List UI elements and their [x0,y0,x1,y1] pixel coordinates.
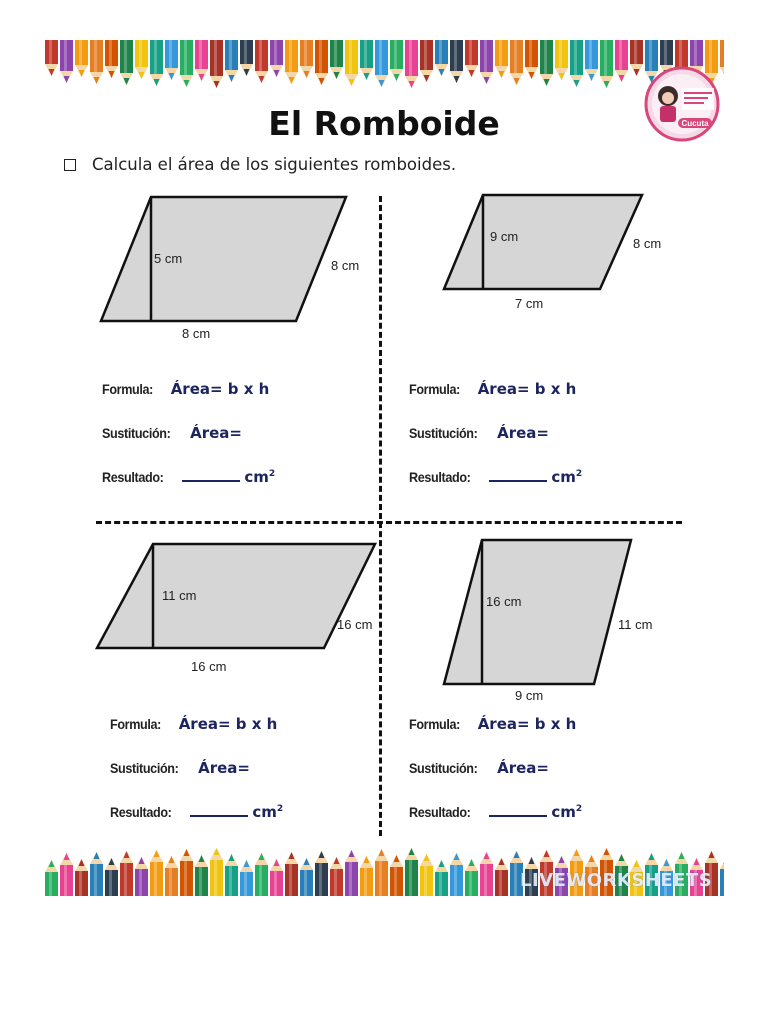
pencil-icon [420,40,433,82]
rhomboid-figure-3 [90,536,390,681]
pencil-icon [150,850,163,896]
unit-label: $cm^2$ [244,468,276,486]
formula-value: Área= b x h [477,715,577,733]
pencil-icon [435,40,448,76]
figure-1-side: 8 cm [331,258,360,273]
logo-label: Cucuta [681,119,709,128]
page-title: El Romboide [268,104,500,143]
instruction [64,155,456,174]
pencil-icon [525,40,538,79]
pencil-icon [195,40,208,81]
pencil-icon [495,858,508,896]
figure-4-base: 9 cm [515,688,544,703]
unit-label: $cm^2$ [551,803,583,821]
pencil-icon [540,40,553,86]
sustitucion-value: Área= [497,424,549,442]
pencil-icon [270,40,283,77]
pencil-icon [390,855,403,896]
pencil-icon [330,857,343,896]
pencil-icon [315,40,328,85]
pencil-icon [600,40,613,88]
rhomboid-figure-4 [440,534,680,706]
pencil-icon [45,40,58,76]
figure-1-base: 8 cm [182,326,211,341]
pencil-icon [75,859,88,896]
pencil-icon [585,40,598,81]
pencil-icon [375,849,388,896]
pencil-icon [150,40,163,86]
figure-4-side: 11 cm [618,617,653,632]
pencil-icon [45,860,58,896]
pencil-icon [135,40,148,79]
pencil-icon [270,859,283,896]
formula-label: Formula: [110,716,162,732]
pencil-icon [135,857,148,896]
pencil-icon [375,40,388,87]
pencil-icon [360,856,373,896]
pencil-icon [720,857,724,896]
pencil-icon [210,848,223,896]
pencil-icon [225,40,238,82]
figure-1-height: 5 cm [154,251,183,266]
liveworksheets-watermark: LIVEWORKSHEETS [520,870,713,891]
sustitucion-label: Sustitución: [102,425,171,441]
pencil-icon [240,40,253,76]
pencil-border-top [44,40,724,94]
pencil-icon [165,40,178,80]
resultado-label: Resultado: [409,804,471,820]
pencil-icon [225,854,238,896]
resultado-label: Resultado: [102,469,164,485]
pencil-icon [390,40,403,81]
pencil-icon [405,848,418,896]
answer-blank[interactable] [489,803,547,817]
pencil-icon [480,852,493,896]
pencil-icon [615,40,628,82]
sustitucion-value: Área= [497,759,549,777]
answer-blank[interactable] [182,468,240,482]
figure-2-base: 7 cm [515,296,544,311]
pencil-icon [255,40,268,83]
pencil-icon [495,40,508,78]
formula-value: Área= b x h [170,380,270,398]
pencil-icon [285,852,298,896]
pencil-icon [570,40,583,87]
horizontal-divider [96,521,682,524]
rhomboid-figure-1 [96,190,366,350]
pencil-icon [435,860,448,896]
formula-label: Formula: [409,381,461,397]
pencil-icon [405,40,418,88]
figure-2-side: 8 cm [633,236,662,251]
formula-value: Área= b x h [477,380,577,398]
pencil-icon [330,40,343,79]
pencil-icon [90,40,103,84]
answer-blank[interactable] [489,468,547,482]
unit-label: $cm^2$ [551,468,583,486]
pencil-icon [105,40,118,78]
rhomboid-figure-2 [440,190,680,320]
figure-4-height: 16 cm [486,594,522,609]
formula-label: Formula: [409,716,461,732]
unit-label: $cm^2$ [252,803,284,821]
pencil-icon [75,40,88,77]
formula-value: Área= b x h [178,715,278,733]
pencil-icon [60,853,73,896]
figure-3-side: 16 cm [337,617,373,632]
pencil-icon [345,40,358,86]
pencil-icon [105,858,118,896]
pencil-icon [120,40,133,85]
pencil-icon [510,40,523,85]
pencil-icon [360,40,373,80]
pencil-icon [315,851,328,896]
figure-3-base: 16 cm [191,659,227,674]
sustitucion-value: Área= [198,759,250,777]
pencil-icon [465,859,478,896]
pencil-icon [420,854,433,896]
pencil-icon [180,849,193,896]
pencil-icon [300,40,313,78]
pencil-icon [450,40,463,83]
pencil-icon [480,40,493,84]
pencil-icon [90,852,103,896]
pencil-icon [195,855,208,896]
pencil-icon [255,853,268,896]
sustitucion-label: Sustitución: [409,425,478,441]
answer-blank[interactable] [190,803,248,817]
sustitucion-label: Sustitución: [409,760,478,776]
pencil-icon [465,40,478,77]
figure-3-height: 11 cm [162,588,197,603]
pencil-icon [165,856,178,896]
pencil-icon [240,860,253,896]
formula-label: Formula: [102,381,154,397]
pencil-icon [210,40,223,88]
pencil-icon [555,40,568,80]
pencil-icon [450,853,463,896]
pencil-icon [180,40,193,87]
checkbox-icon [64,159,76,171]
instruction-text: Calcula el área de los siguientes romboides. [92,155,457,174]
sustitucion-value: Área= [190,424,242,442]
pencil-icon [120,851,133,896]
pencil-icon [285,40,298,84]
figure-2-height: 9 cm [490,229,519,244]
pencil-icon [300,858,313,896]
sustitucion-label: Sustitución: [110,760,179,776]
resultado-label: Resultado: [110,804,172,820]
resultado-label: Resultado: [409,469,471,485]
vertical-divider [379,196,382,836]
pencil-icon [345,850,358,896]
pencil-icon [60,40,73,83]
